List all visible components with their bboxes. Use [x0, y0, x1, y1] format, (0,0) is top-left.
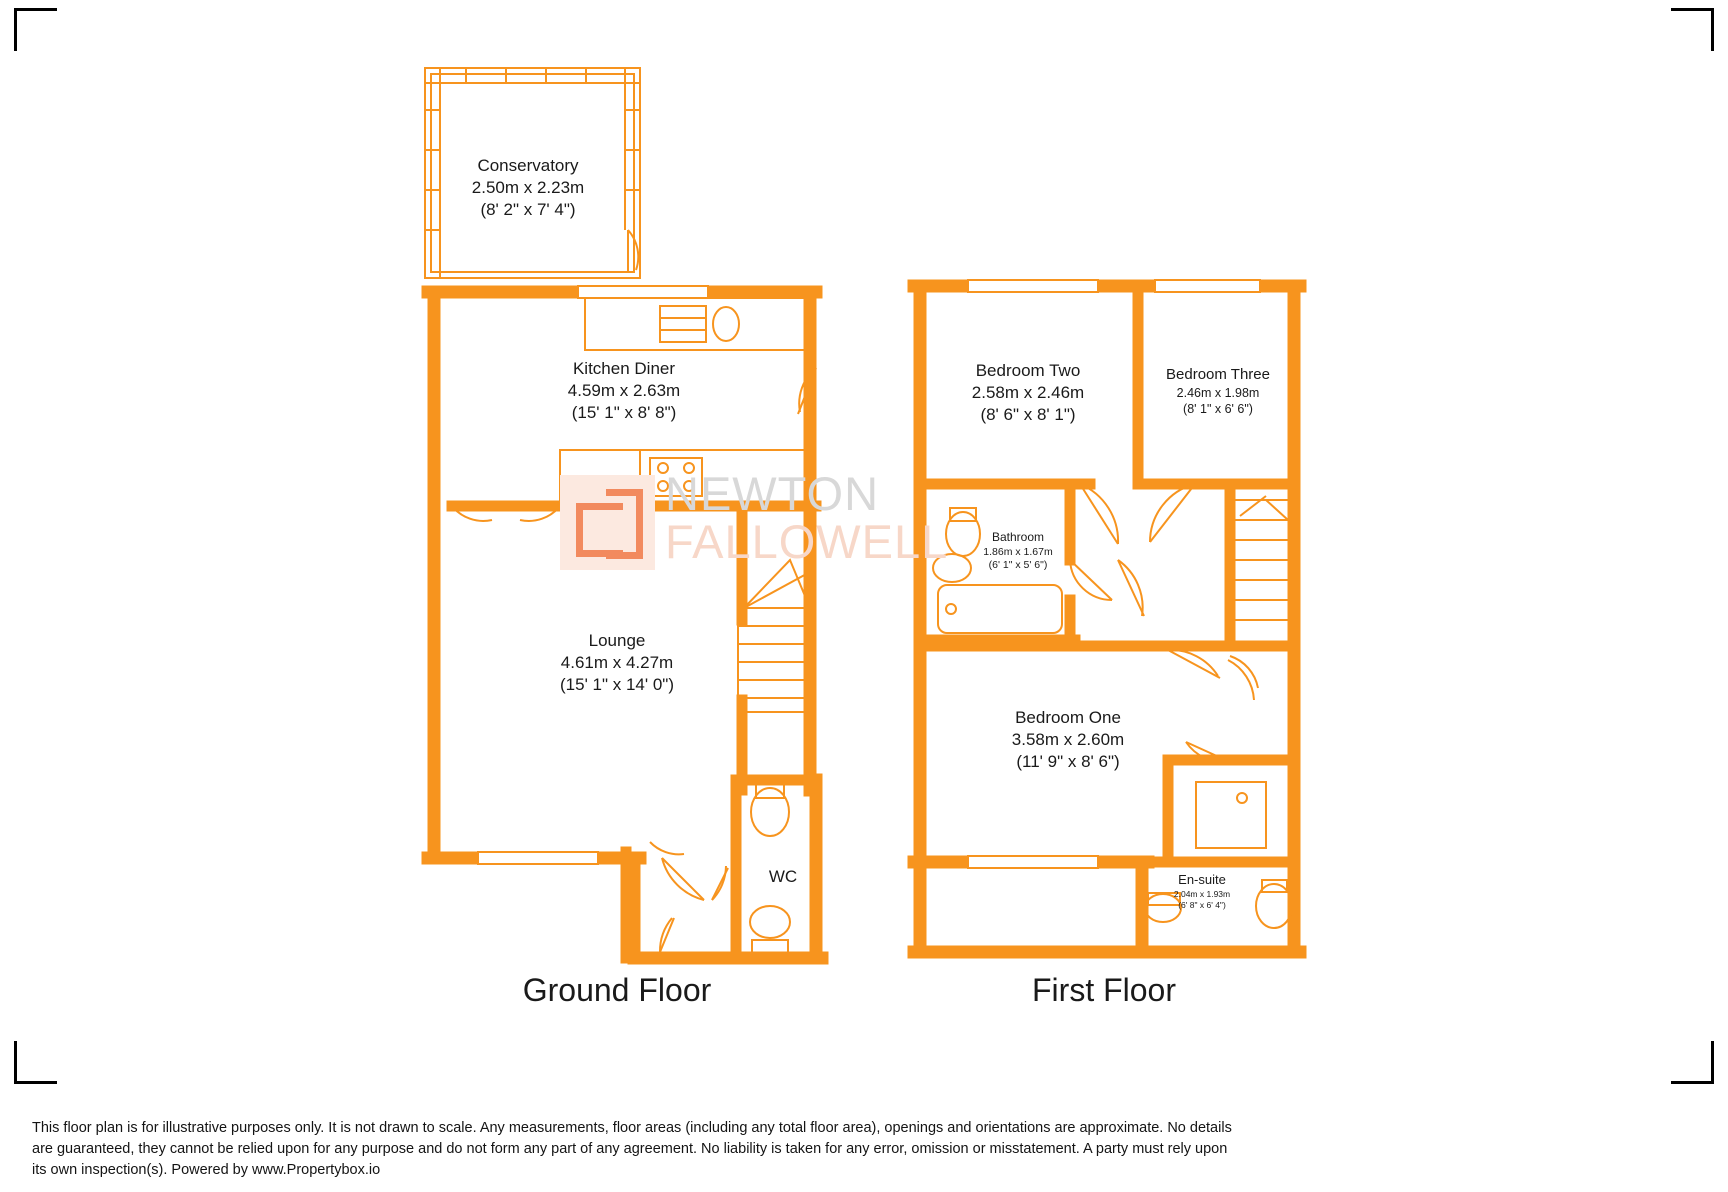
floor-title-first: First Floor	[1032, 972, 1176, 1008]
room-label-bedroom-one	[1012, 707, 1124, 773]
room-label-en-suite	[1174, 872, 1230, 911]
room-name: Lounge	[588, 631, 646, 650]
room-dimension-metric: 2.58m x 2.46m	[971, 383, 1085, 403]
room-dimension-imperial: (15' 1" x 8' 8")	[571, 403, 677, 423]
room-name: En-suite	[1178, 872, 1226, 887]
room-dimension-metric: 2.50m x 2.23m	[471, 178, 585, 198]
room-label-bedroom-two	[972, 360, 1084, 426]
room-label-lounge	[560, 630, 674, 696]
room-dimension-metric: 1.86m x 1.67m	[983, 545, 1053, 558]
room-dimension-imperial: (8' 1" x 6' 6")	[1183, 401, 1253, 416]
room-dimension-imperial: (6' 1" x 5' 6")	[988, 559, 1048, 572]
room-name: Bedroom One	[1015, 708, 1121, 727]
brand-line-2: FALLOWELL	[665, 515, 949, 569]
room-dimension-metric: 2.04m x 1.93m	[1173, 888, 1231, 899]
brand-line-1: NEWTON	[665, 467, 880, 520]
room-label-wc	[769, 866, 797, 888]
floor-title-ground: Ground Floor	[522, 972, 712, 1008]
disclaimer-text: This floor plan is for illustrative purposes only. It is not drawn to scale. Any measurements, floor areas (including any total floor area), openings and orientations are approximate. No details are guaranteed, they cannot be relied upon for any purpose and do not form any part of any agreement. No liability is taken for any error, omission or misstatement. A party must rely upon its own inspection(s). Powered by www.Propertybox.io	[32, 1120, 1232, 1179]
room-name: Bedroom Two	[975, 361, 1081, 380]
room-dimension-metric: 4.59m x 2.63m	[567, 381, 681, 401]
room-name: WC	[768, 867, 798, 886]
room-label-kitchen-diner	[568, 358, 680, 424]
room-label-conservatory	[472, 155, 584, 221]
room-dimension-imperial: (6' 8" x 6' 4")	[1178, 899, 1226, 910]
room-label-bedroom-three	[1166, 365, 1270, 417]
room-dimension-metric: 2.46m x 1.98m	[1176, 385, 1260, 400]
room-label-bathroom	[983, 530, 1052, 573]
room-dimension-imperial: (15' 1" x 14' 0")	[559, 675, 675, 695]
room-dimension-imperial: (8' 2" x 7' 4")	[480, 200, 576, 220]
room-dimension-metric: 4.61m x 4.27m	[560, 653, 674, 673]
room-name: Bedroom Three	[1166, 366, 1270, 383]
room-name: Kitchen Diner	[572, 359, 676, 378]
room-dimension-metric: 3.58m x 2.60m	[1011, 730, 1125, 750]
room-dimension-imperial: (8' 6" x 8' 1")	[980, 405, 1076, 425]
room-name: Conservatory	[477, 156, 579, 175]
room-name: Bathroom	[991, 530, 1045, 544]
room-dimension-imperial: (11' 9" x 8' 6")	[1016, 752, 1120, 772]
